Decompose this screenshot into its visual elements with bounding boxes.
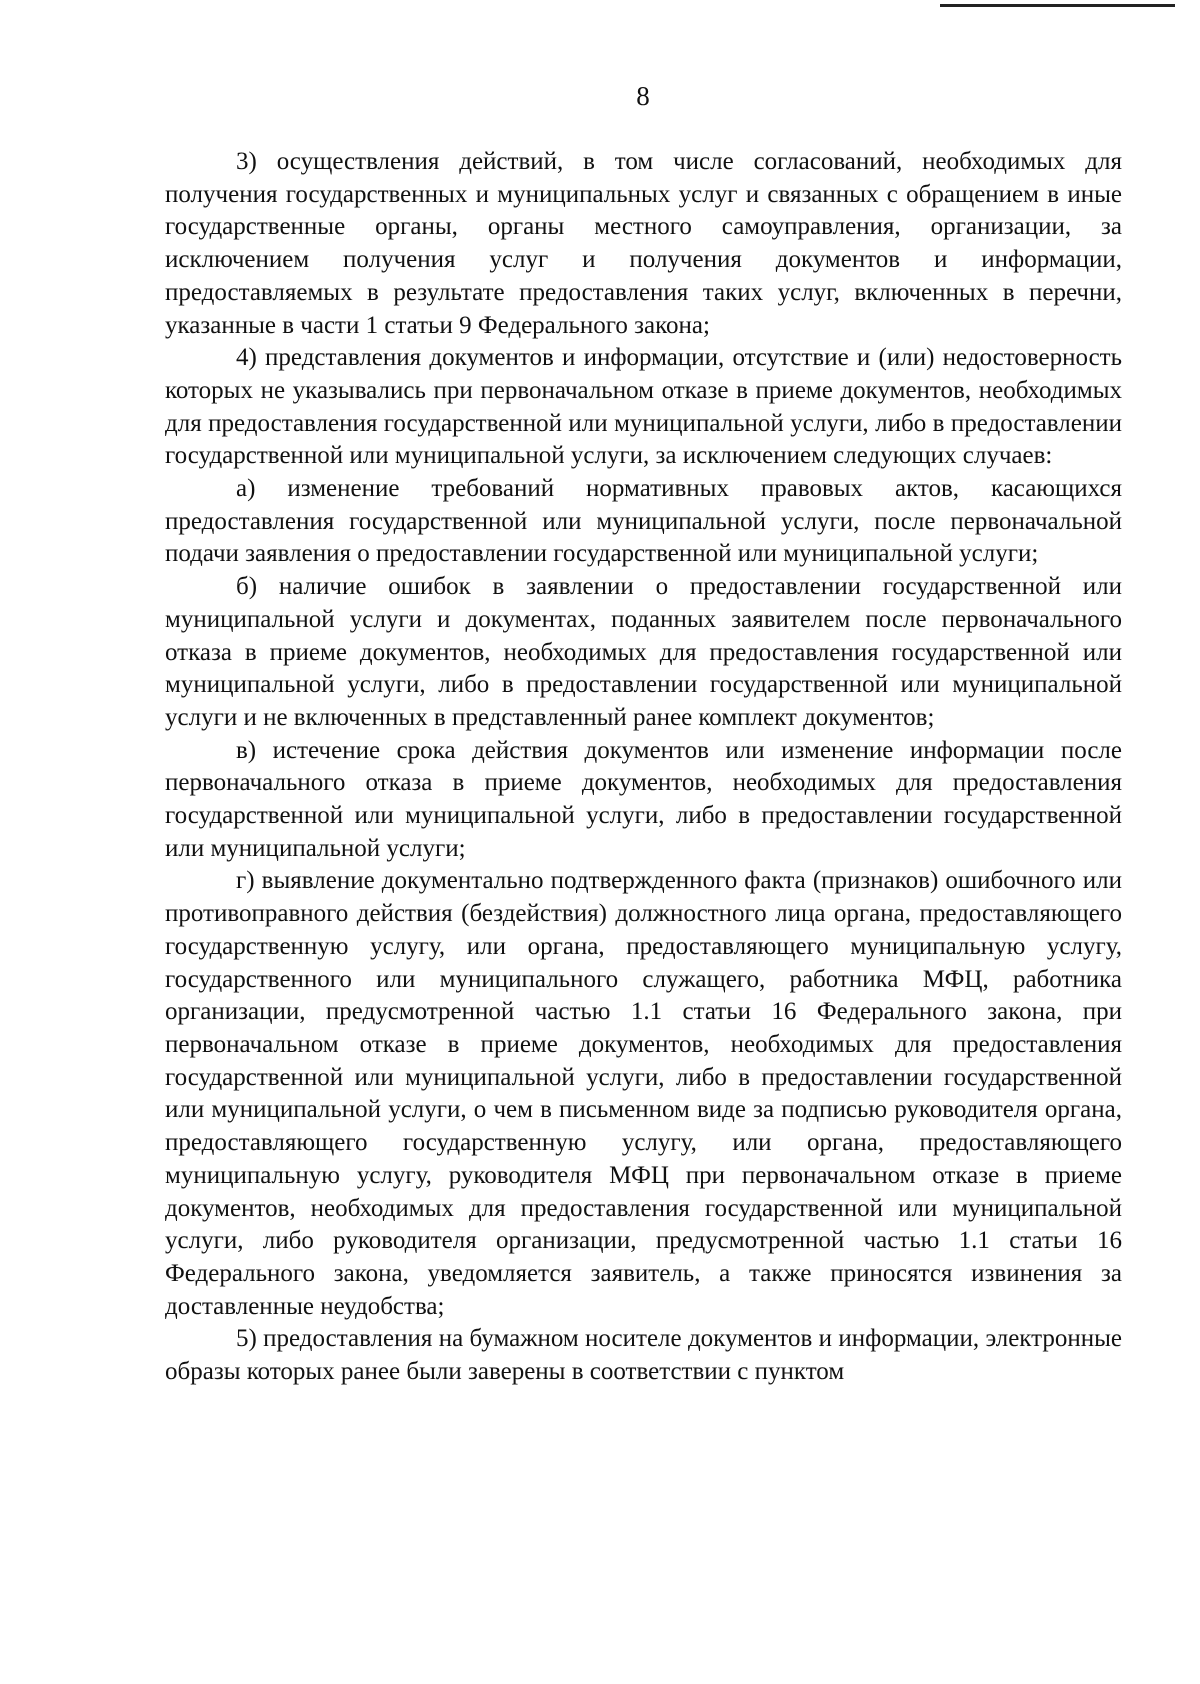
paragraph-item-5: 5) предоставления на бумажном носителе документов и информации, электронные образы которых ранее были заверены в соответствии с пунктом: [165, 1325, 1122, 1386]
document-body: [165, 146, 1122, 1389]
paragraph-subitem-a: а) изменение требований нормативных правовых актов, касающихся предоставления государственной или муниципальной услуги, после первоначальной подачи заявления о предоставлении государственной или муниципальной услуги;: [165, 475, 1122, 568]
paragraph-subitem-g: г) выявление документально подтвержденного факта (признаков) ошибочного или противоправного действия (бездействия) должностного лица органа, предоставляющего государственную услугу, или органа, предоставляющего муниципальную услугу, государственного или муниципального служащего, работника МФЦ, работника организации, предусмотренной частью 1.1 статьи 16 Федерального закона, при первоначальном отказе в приеме документов, необходимых для предоставления государственной или муниципальной услуги, либо в предоставлении государственной или муниципальной услуги, о чем в письменном виде за подписью руководителя органа, предоставляющего государственную услугу, или органа, предоставляющего муниципальную услугу, руководителя МФЦ при первоначальном отказе в приеме документов, необходимых для предоставления государственной или муниципальной услуги, либо руководителя организации, предусмотренной частью 1.1 статьи 16 Федерального закона, уведомляется заявитель, а также приносятся извинения за доставленные неудобства;: [165, 867, 1122, 1320]
paragraph-item-3: 3) осуществления действий, в том числе согласований, необходимых для получения государственных и муниципальных услуг и связанных с обращением в иные государственные органы, органы местного самоуправления, организации, за исключением получения услуг и получения документов и информации, предоставляемых в результате предоставления таких услуг, включенных в перечни, указанные в части 1 статьи 9 Федерального закона;: [165, 148, 1122, 339]
paragraph-subitem-b: б) наличие ошибок в заявлении о предоставлении государственной или муниципальной услуги и документах, поданных заявителем после первоначального отказа в приеме документов, необходимых для предоставления государственной или муниципальной услуги, либо в предоставлении государственной или муниципальной услуги и не включенных в представленный ранее комплект документов;: [165, 573, 1122, 731]
header-rule: [940, 4, 1175, 7]
page-number: 8: [636, 81, 650, 111]
paragraph-subitem-v: в) истечение срока действия документов или изменение информации после первоначального отказа в приеме документов, необходимых для предоставления государственной или муниципальной услуги, либо в предоставлении государственной или муниципальной услуги;: [165, 736, 1122, 862]
paragraph-item-4: 4) представления документов и информации, отсутствие и (или) недостоверность которых не указывались при первоначальном отказе в приеме документов, необходимых для предоставления государственной или муниципальной услуги, либо в предоставлении государственной или муниципальной услуги, за исключением следующих случаев:: [165, 344, 1122, 470]
